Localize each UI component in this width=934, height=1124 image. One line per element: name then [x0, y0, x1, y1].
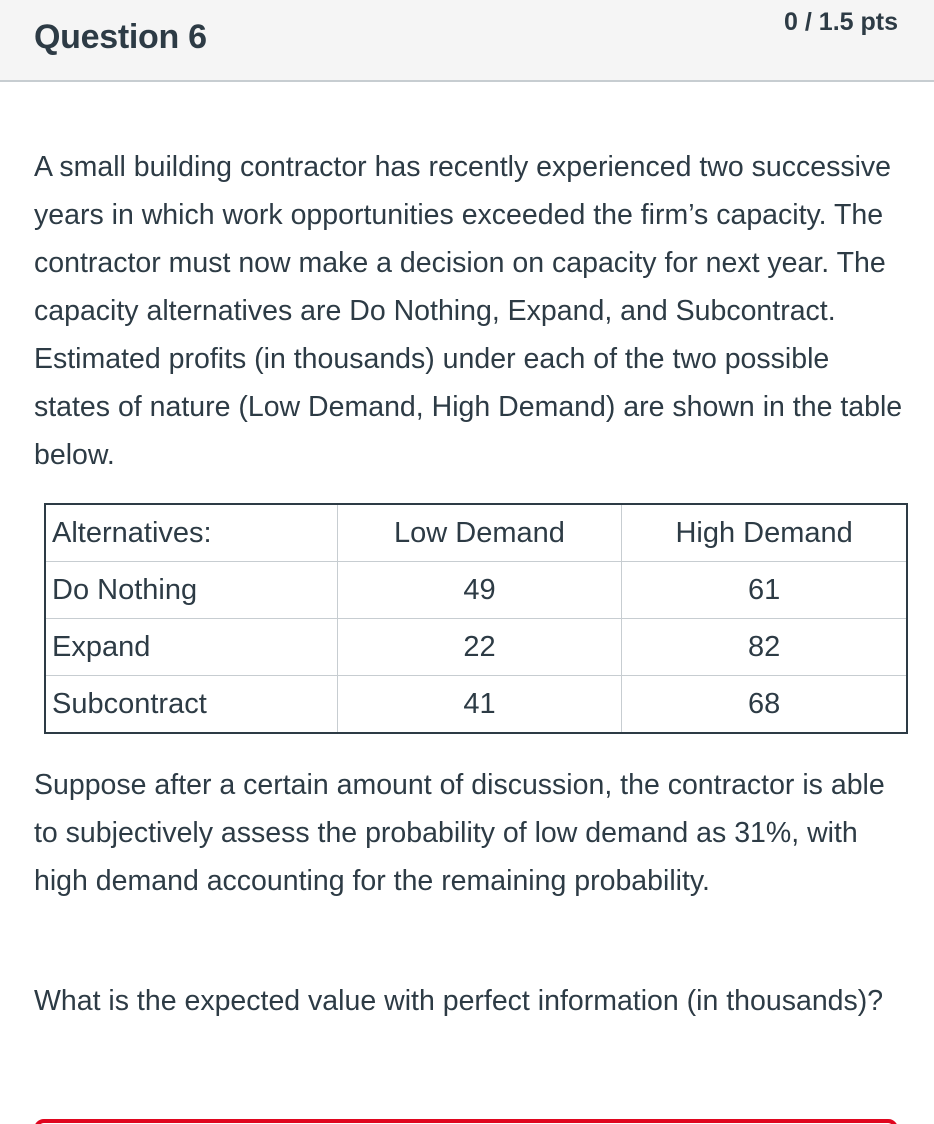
answer-input[interactable] — [34, 1119, 898, 1124]
question-intro-text: A small building contractor has recently experienced two successive years in which work opportunities exceeded the firm’s capacity. The contractor must now make a decision on capacity for next year. The capacity alternatives are Do Nothing, Expand, and Subcontract. Estimated profits (in thousands) under each of the two possible states of nature (Low Demand, High Demand) are shown in the table below. — [34, 151, 903, 471]
table-header-row — [45, 504, 907, 562]
table-cell: 68 — [622, 676, 907, 734]
table-cell: Subcontract — [45, 676, 337, 734]
table-cell: 61 — [622, 562, 907, 619]
table-row — [45, 676, 907, 734]
question-prompt: What is the expected value with perfect information (in thousands)? — [34, 985, 884, 1017]
question-points: 0 / 1.5 pts — [784, 8, 898, 36]
table-cell: Do Nothing — [45, 562, 337, 619]
table-cell: 22 — [337, 619, 622, 676]
table-header-cell: Alternatives: — [45, 504, 337, 562]
table-row — [45, 619, 907, 676]
question-header — [0, 0, 934, 82]
table-header-cell: High Demand — [622, 504, 907, 562]
payoff-table — [44, 503, 908, 734]
probability-text: Suppose after a certain amount of discussion, the contractor is able to subjectively assess the probability of low demand as 31%, with high demand accounting for the remaining probability. — [34, 769, 885, 897]
table-cell: Expand — [45, 619, 337, 676]
table-cell: 49 — [337, 562, 622, 619]
table-cell: 82 — [622, 619, 907, 676]
table-header-cell: Low Demand — [337, 504, 622, 562]
table-row — [45, 562, 907, 619]
table-cell: 41 — [337, 676, 622, 734]
question-title: Question 6 — [34, 18, 207, 56]
